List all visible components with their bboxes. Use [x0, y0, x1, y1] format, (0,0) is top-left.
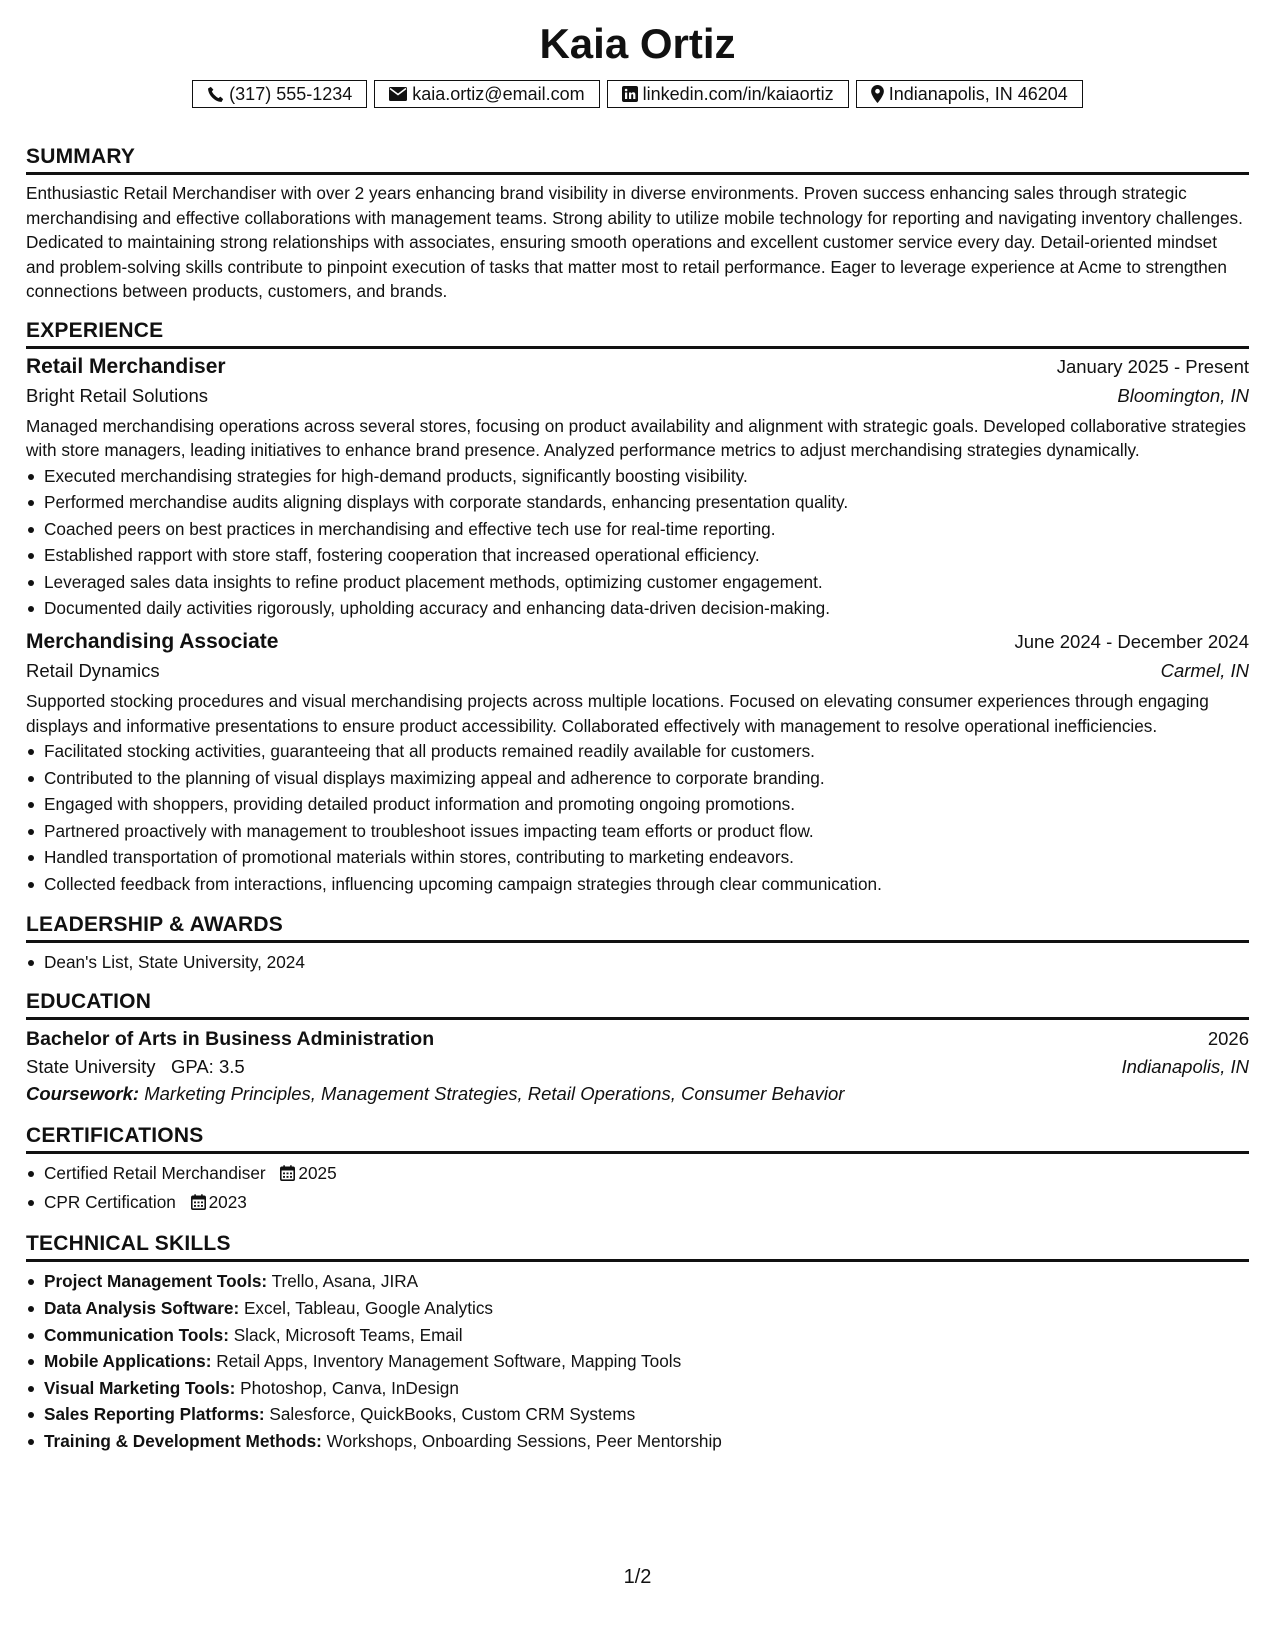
phone-icon	[207, 86, 224, 103]
page-indicator: 1/2	[623, 1566, 652, 1588]
skill-value: Workshops, Onboarding Sessions, Peer Mentorship	[326, 1430, 722, 1451]
education-section	[26, 989, 1249, 1105]
job-dates: January 2025 - Present	[1056, 355, 1249, 377]
list-item	[44, 1401, 1249, 1428]
location-text: Indianapolis, IN 46204	[888, 84, 1068, 104]
skill-label: Mobile Applications:	[44, 1351, 212, 1372]
summary-heading: SUMMARY	[26, 144, 1249, 175]
list-item: Executed merchandising strategies for high-demand products, significantly boosting visibility.	[44, 463, 1249, 490]
contact-bar	[26, 80, 1249, 108]
job-description: Supported stocking procedures and visual merchandising projects across multiple locations. Focused on elevating consumer experiences through engaging displays and informative presentations to ensure product accessibility. Collaborated effectively with management to resolve operational inefficiencies.	[26, 691, 1209, 736]
resume-page	[26, 18, 1249, 1455]
list-item: Coached peers on best practices in merchandising and effective tech use for real-time reporting.	[44, 516, 1249, 543]
list-item	[44, 1322, 1249, 1349]
list-item	[44, 1160, 1249, 1189]
location-contact	[856, 80, 1083, 108]
list-item: Collected feedback from interactions, influencing upcoming campaign strategies through clear communication.	[44, 871, 1249, 898]
skill-value: Retail Apps, Inventory Management Software, Mapping Tools	[216, 1351, 682, 1372]
skills-section	[26, 1231, 1249, 1454]
skill-label: Project Management Tools:	[44, 1271, 268, 1292]
gpa: GPA: 3.5	[170, 1056, 245, 1078]
list-item: Contributed to the planning of visual displays maximizing appeal and adherence to corporate branding.	[44, 765, 1249, 792]
list-item: Handled transportation of promotional materials within stores, contributing to marketing endeavors.	[44, 844, 1249, 871]
graduation-year: 2026	[1207, 1028, 1249, 1050]
linkedin-contact[interactable]	[607, 80, 849, 108]
job-title: Retail Merchandiser	[26, 354, 226, 378]
certification-name: Certified Retail Merchandiser	[44, 1163, 266, 1184]
job-bullets	[26, 738, 1249, 898]
certifications-list	[26, 1160, 1249, 1217]
skill-label: Communication Tools:	[44, 1324, 229, 1345]
job-location: Bloomington, IN	[1117, 384, 1249, 406]
education-subheader	[26, 1056, 1249, 1078]
job-title: Merchandising Associate	[26, 630, 279, 654]
list-item: Partnered proactively with management to troubleshoot issues impacting team efforts or product flow.	[44, 818, 1249, 845]
degree: Bachelor of Arts in Business Administration	[26, 1028, 435, 1051]
leadership-heading: LEADERSHIP & AWARDS	[26, 912, 1249, 943]
list-item: Leveraged sales data insights to refine product placement methods, optimizing customer engagement.	[44, 569, 1249, 596]
certification-year: 2023	[208, 1191, 247, 1212]
job-subheader	[26, 385, 1249, 407]
skill-value: Photoshop, Canva, InDesign	[240, 1377, 459, 1398]
skills-list	[26, 1268, 1249, 1454]
job-location: Carmel, IN	[1160, 660, 1249, 682]
list-item	[44, 1189, 1249, 1218]
list-item	[44, 1375, 1249, 1402]
list-item: Performed merchandise audits aligning displays with corporate standards, enhancing presentation quality.	[44, 489, 1249, 516]
list-item	[44, 1295, 1249, 1322]
calendar-icon	[280, 1162, 295, 1189]
certifications-heading: CERTIFICATIONS	[26, 1123, 1249, 1154]
certifications-section	[26, 1123, 1249, 1217]
certification-year: 2025	[298, 1163, 337, 1184]
linkedin-icon	[622, 86, 638, 102]
candidate-name: Kaia Ortiz	[539, 20, 736, 67]
job-header	[26, 630, 1249, 654]
job-subheader	[26, 660, 1249, 682]
skills-heading: TECHNICAL SKILLS	[26, 1231, 1249, 1262]
coursework	[26, 1083, 1249, 1105]
skill-value: Trello, Asana, JIRA	[271, 1271, 419, 1292]
list-item	[44, 1348, 1249, 1375]
skill-label: Sales Reporting Platforms:	[44, 1404, 265, 1425]
list-item	[44, 1428, 1249, 1455]
coursework-list: Marketing Principles, Management Strategies, Retail Operations, Consumer Behavior	[144, 1083, 845, 1105]
summary-section	[26, 144, 1249, 304]
coursework-label: Coursework:	[26, 1083, 140, 1105]
job-entry	[26, 630, 1249, 898]
certification-name: CPR Certification	[44, 1191, 176, 1212]
education-heading: EDUCATION	[26, 989, 1249, 1020]
linkedin-text: linkedin.com/in/kaiaortiz	[642, 84, 834, 104]
phone-text: (317) 555-1234	[229, 84, 353, 104]
email-contact[interactable]	[374, 80, 599, 108]
list-item: Dean's List, State University, 2024	[44, 949, 1249, 976]
map-pin-icon	[871, 85, 884, 103]
skill-value: Excel, Tableau, Google Analytics	[243, 1298, 494, 1318]
job-bullets	[26, 463, 1249, 623]
envelope-icon	[389, 87, 407, 101]
skill-label: Training & Development Methods:	[44, 1430, 322, 1451]
skill-value: Salesforce, QuickBooks, Custom CRM Systems	[269, 1404, 636, 1425]
education-header	[26, 1028, 1249, 1051]
list-item	[44, 1268, 1249, 1295]
calendar-icon	[191, 1191, 206, 1218]
leadership-section	[26, 912, 1249, 976]
skill-label: Data Analysis Software:	[44, 1298, 240, 1318]
email-text: kaia.ortiz@email.com	[412, 84, 585, 104]
school-location: Indianapolis, IN	[1121, 1056, 1249, 1078]
job-entry	[26, 355, 1249, 623]
list-item: Engaged with shoppers, providing detailed product information and promoting ongoing promotions.	[44, 791, 1249, 818]
skill-label: Visual Marketing Tools:	[44, 1377, 236, 1398]
experience-heading: EXPERIENCE	[26, 318, 1249, 349]
job-company: Bright Retail Solutions	[26, 384, 209, 406]
list-item: Facilitated stocking activities, guaranteeing that all products remained readily available for customers.	[44, 738, 1249, 765]
job-company: Retail Dynamics	[26, 660, 160, 682]
list-item: Established rapport with store staff, fostering cooperation that increased operational efficiency.	[44, 542, 1249, 569]
job-dates: June 2024 - December 2024	[1014, 631, 1249, 653]
leadership-list	[26, 949, 1249, 976]
skill-value: Slack, Microsoft Teams, Email	[233, 1324, 463, 1345]
job-header	[26, 355, 1249, 379]
job-description: Managed merchandising operations across several stores, focusing on product availability and alignment with strategic goals. Developed collaborative strategies with store managers, leading initiatives to enhance brand presence. Analyzed performance metrics to adjust merchandising strategies dynamically.	[26, 415, 1247, 460]
list-item: Documented daily activities rigorously, upholding accuracy and enhancing data-driven decision-making.	[44, 595, 1249, 622]
experience-section	[26, 318, 1249, 898]
phone-contact[interactable]	[192, 80, 367, 108]
school-name: State University	[26, 1056, 156, 1078]
summary-text: Enthusiastic Retail Merchandiser with over 2 years enhancing brand visibility in diverse environments. Proven success enhancing sales through strategic merchandising and effective collaborations with management teams. Strong ability to utilize mobile technology for reporting and navigating inventory challenges. Dedicated to maintaining strong relationships with associates, ensuring smooth operations and excellent customer service every day. Detail-oriented mindset and problem-solving skills contribute to pinpoint execution of tasks that matter most to retail performance. Eager to leverage experience at Acme to strengthen connections between products, customers, and brands.	[26, 183, 1243, 301]
